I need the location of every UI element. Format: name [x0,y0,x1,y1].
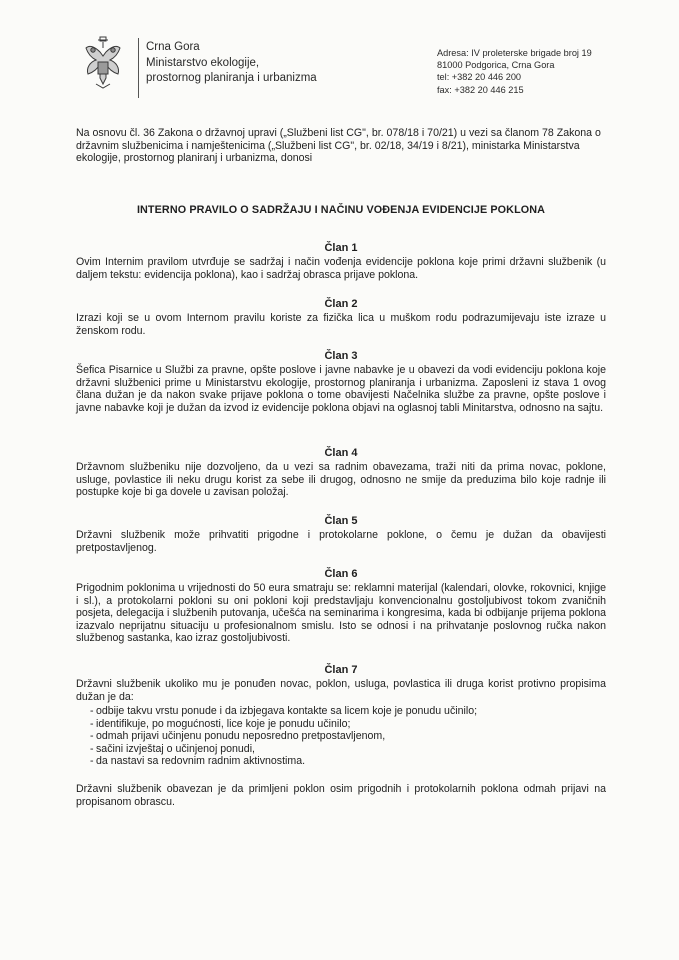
article-6-text: Prigodnim poklonima u vrijednosti do 50 eura smatraju se: reklamni materijal (kalendari, olovke, rokovnici, knjige i sl.), a protokolarni pokloni su oni pokloni koji predstavljaju konvencionalnu gostoljubivost tokom zvaničnih posjeta, delegacija i službenih putovanja, učešća na seminarima i kongresima, kada bi odbijanje prijema poklona izazvalo neprijatnu situaciju u profesionalnom smislu. Isto se odnosi i na prihvatanje poslovnog ručka nakon službenog sastanka, kao izraz gostoljubivosti. [76,582,606,645]
document-title: INTERNO PRAVILO O SADRŽAJU I NAČINU VOĐENJA EVIDENCIJE POKLONA [136,204,546,216]
article-7-closing: Državni službenik obavezan je da primljeni poklon osim prigodnih i protokolarnih poklona odmah prijavi na propisanom obrascu. [76,783,606,808]
article-7-text: Državni službenik ukoliko mu je ponuđen novac, poklon, usluga, povlastica ili druga korist protivno propisima dužan je da: [76,678,606,703]
list-item-text: odmah prijavi učinjenu ponudu neposredno pretpostavljenom, [96,730,386,743]
list-item-text: odbije takvu vrstu ponude i da izbjegava kontakte sa licem koje je ponudu učinilo; [96,705,478,717]
list-item: - odmah prijavi učinjenu ponudu neposredno pretpostavljenom, [90,730,386,743]
article-1-text: Ovim Internim pravilom utvrđuje se sadržaj i način vođenja evidencije poklona koje primi državni službenik (u daljem tekstu: evidencija poklona), kao i sadržaj obrasca prijave poklona. [76,256,606,281]
article-6-heading: Član 6 [324,568,358,580]
list-item: - odbije takvu vrstu ponude i da izbjegava kontakte sa licem koje je ponudu učinilo; [90,705,478,717]
article-2-heading: Član 2 [324,298,358,310]
article-3-text: Šefica Pisarnice u Službi za pravne, opšte poslove i javne nabavke je u obavezi da vodi evidenciju poklona koje državni službenici prime u Ministarstvu ekologije, prostornog planiranja i urbanizma. Zaposleni iz stava 1 ovog člana dužan je da nakon svake prijave poklona o tome obavijesti Načelnika službe za pravne, opšte poslove i javne nabavke koji je dužan da izvod iz evidencije poklona objavi na oglasnoj tabli Minitarstva, odnosno na sajtu. [76,364,606,414]
list-item-text: identifikuje, po mogućnosti, lice koje je ponudu učinilo; [96,717,351,730]
article-5-text: Državni službenik može prihvatiti prigodne i protokolarne poklone, o čemu je dužan da obavijesti pretpostavljenog. [76,529,606,554]
article-7-heading: Član 7 [324,664,358,676]
contact-tel: tel: +382 20 446 200 [437,72,522,83]
article-3-heading: Član 3 [324,350,358,362]
contact-fax: fax: +382 20 446 215 [437,84,524,95]
contact-address: Adresa: IV proleterske brigade broj 19 [437,48,592,58]
list-item: - identifikuje, po mogućnosti, lice koje je ponudu učinilo; [90,717,351,730]
list-item: - sačini izvještaj o učinjenoj ponudi, [90,742,255,755]
article-2-text: Izrazi koji se u ovom Internom pravilu koriste za fizička lica u muškom rodu podrazumijevaju iste izraze u ženskom rodu. [76,312,606,337]
ministry-line: Crna Gora [146,41,200,53]
list-item-text: da nastavi sa redovnim radnim aktivnostima. [96,755,306,768]
list-item-text: sačini izvještaj o učinjenoj ponudi, [96,742,255,755]
legal-basis-paragraph: Na osnovu čl. 36 Zakona o državnoj upravi („Službeni list CG", br. 078/18 i 70/21) u vezi sa članom 78 Zakona o državnim službenicima i namještenicima („Službeni list CG", br. 02/18, 34/19 i 8/21), ministarka Ministarstva ekologije, prostornog planiranj i urbanizma, donosi [76,127,601,165]
article-4-text: Državnom službeniku nije dozvoljeno, da u vezi sa radnim obavezama, traži niti da prima novac, poklone, usluge, povlastice ili neku drugu korist za sebe ili drugog, odnosno ne smije da preduzima bilo koje radnje ili postupke koje bi ga dovele u zavisan položaj. [76,461,606,499]
list-item: - da nastavi sa redovnim radnim aktivnostima. [90,755,306,768]
article-1-heading: Član 1 [324,242,358,254]
header-divider [138,38,139,98]
article-7-list [76,705,606,768]
contact-block [437,47,592,96]
article-5-heading: Član 5 [324,515,358,527]
ministry-line: prostornog planiranja i urbanizma [146,72,317,84]
article-4-heading: Član 4 [324,447,358,459]
ministry-line: Ministarstvo ekologije, [146,56,260,69]
contact-city: 81000 Podgorica, Crna Gora [437,60,555,71]
ministry-name [146,40,317,87]
coat-of-arms-icon [78,34,128,90]
